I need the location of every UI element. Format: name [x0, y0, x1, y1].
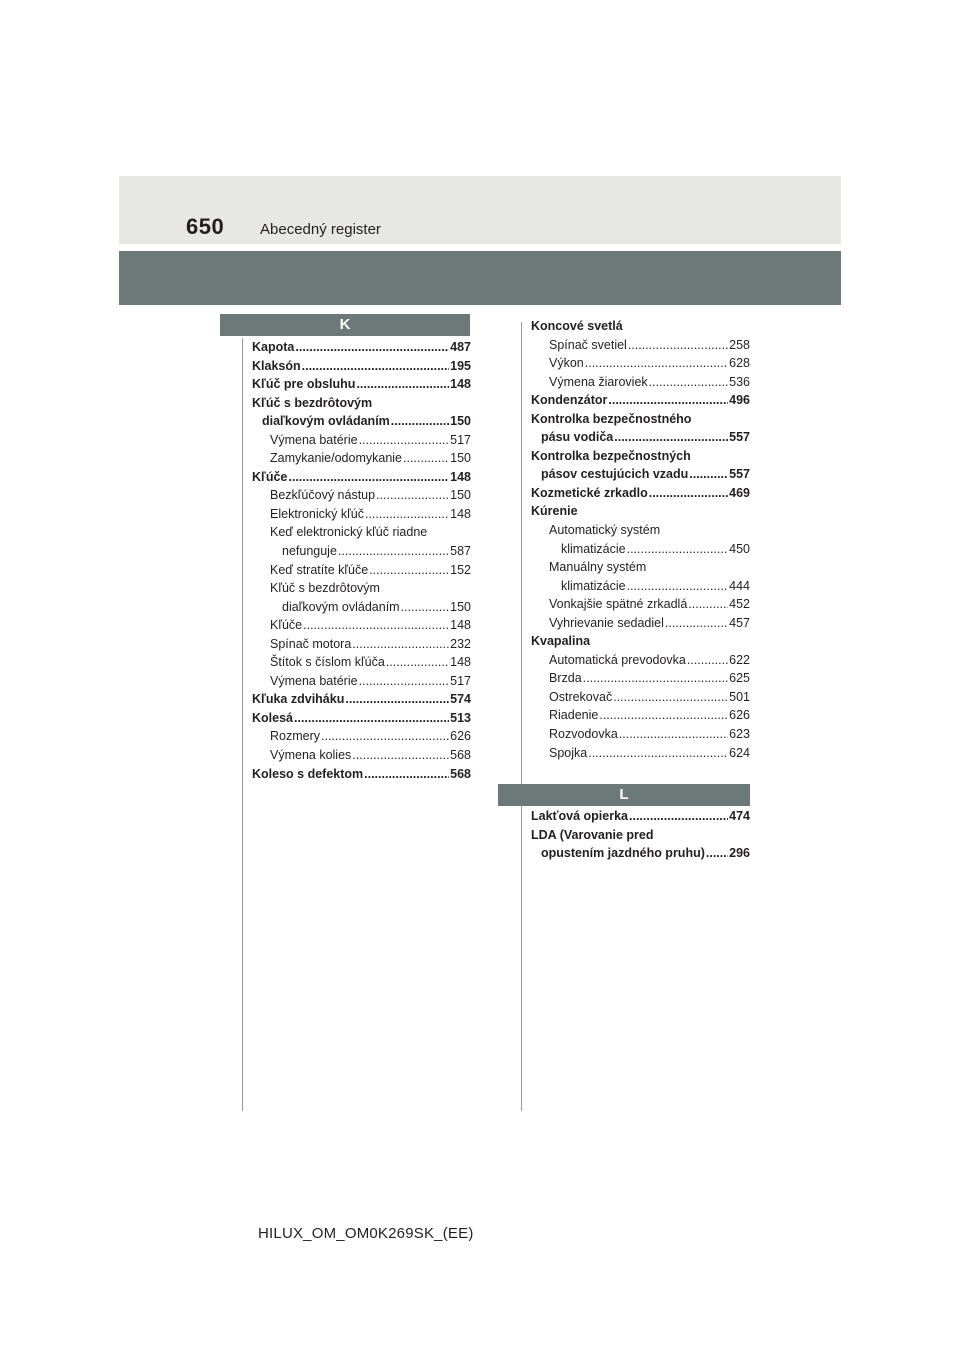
- index-subentry-rozvodovka[interactable]: Rozvodovka ..... 623: [531, 725, 750, 744]
- section-band: [119, 251, 841, 305]
- index-entry-kozmeticke-zrkadlo[interactable]: Kozmetické zrkadlo ..... 469: [531, 484, 750, 503]
- footer-document-code: HILUX_OM_OM0K269SK_(EE): [258, 1225, 474, 1242]
- letter-heading-k: K: [220, 314, 470, 336]
- section-title: Abecedný register: [260, 221, 381, 238]
- index-subentry-vykon[interactable]: Výkon ..... 628: [531, 354, 750, 373]
- index-subentry-rozmery[interactable]: Rozmery ..... 626: [252, 727, 471, 746]
- index-subentry-kluc-bezdrot[interactable]: diaľkovým ovládaním ..... 150: [252, 598, 471, 617]
- index-column-1: [252, 338, 471, 783]
- index-entry-lda[interactable]: opustením jazdného pruhu) ..... 296: [531, 844, 750, 863]
- index-entry-kolesa[interactable]: Kolesá ..... 513: [252, 709, 471, 728]
- index-entry-kurenie: Kúrenie: [531, 504, 578, 519]
- index-subentry-brzda[interactable]: Brzda ..... 625: [531, 669, 750, 688]
- index-subentry-ostrekovac[interactable]: Ostrekovač ..... 501: [531, 688, 750, 707]
- index-subentry-spinac-svetiel[interactable]: Spínač svetiel ..... 258: [531, 336, 750, 355]
- index-entry-kontrolka1-line1: Kontrolka bezpečnostného: [531, 411, 692, 426]
- index-subentry-ked-elektr-line1: Keď elektronický kľúč riadne: [270, 525, 428, 540]
- index-subentry-spinac-motora[interactable]: Spínač motora ..... 232: [252, 635, 471, 654]
- index-subentry-vymena-ziaroviek[interactable]: Výmena žiaroviek ..... 536: [531, 373, 750, 392]
- index-subentry-elektronicky[interactable]: Elektronický kľúč ..... 148: [252, 505, 471, 524]
- index-subentry-automaticky-line1: Automatický systém: [549, 523, 661, 538]
- page-number: 650: [186, 214, 225, 239]
- index-subentry-zamykanie[interactable]: Zamykanie/odomykanie ..... 150: [252, 449, 471, 468]
- index-entry-kluc-bezdrot[interactable]: diaľkovým ovládaním ..... 150: [252, 412, 471, 431]
- index-entry-kluce[interactable]: Kľúče ..... 148: [252, 468, 471, 487]
- index-entry-koncove-svetla: Koncové svetlá: [531, 319, 623, 333]
- index-column-2-l: [531, 807, 750, 863]
- index-entry-kontrolka-vzadu[interactable]: pásov cestujúcich vzadu ..... 557: [531, 465, 750, 484]
- column-divider-left: [242, 338, 243, 1111]
- index-subentry-stitok[interactable]: Štítok s číslom kľúča ..... 148: [252, 653, 471, 672]
- header-band: [119, 176, 841, 244]
- index-subentry-bezklucovy[interactable]: Bezkľúčový nástup ..... 150: [252, 486, 471, 505]
- index-subentry-kluce[interactable]: Kľúče ..... 148: [252, 616, 471, 635]
- index-subentry-vonkajsie[interactable]: Vonkajšie spätné zrkadlá ..... 452: [531, 595, 750, 614]
- index-subentry-vyhrievanie[interactable]: Vyhrievanie sedadiel ..... 457: [531, 614, 750, 633]
- index-subentry-vymena-baterie[interactable]: Výmena batérie ..... 517: [252, 431, 471, 450]
- index-subentry-ked-stratite[interactable]: Keď stratíte kľúče ..... 152: [252, 561, 471, 580]
- column-divider-middle: [521, 322, 522, 1111]
- index-subentry-vymena-kolies[interactable]: Výmena kolies ..... 568: [252, 746, 471, 765]
- index-subentry-kluc-bezdrot-line1: Kľúč s bezdrôtovým: [270, 581, 380, 596]
- index-column-2: [531, 317, 750, 762]
- index-subentry-vymena-baterie-2[interactable]: Výmena batérie ..... 517: [252, 672, 471, 691]
- index-subentry-manualny[interactable]: klimatizácie ..... 444: [531, 577, 750, 596]
- index-entry-kapota[interactable]: Kapota ..... 487: [252, 338, 471, 357]
- letter-heading-l: L: [498, 784, 750, 806]
- index-subentry-spojka[interactable]: Spojka ..... 624: [531, 744, 750, 763]
- index-entry-kontrolka-vodica[interactable]: pásu vodiča ..... 557: [531, 428, 750, 447]
- index-subentry-manualny-line1: Manuálny systém: [549, 560, 647, 575]
- index-subentry-ked-elektr[interactable]: nefunguje ..... 587: [252, 542, 471, 561]
- index-entry-kontrolka2-line1: Kontrolka bezpečnostných: [531, 448, 691, 463]
- index-entry-kluc-bezdrot-line1: Kľúč s bezdrôtovým: [252, 395, 373, 410]
- index-entry-kvapalina: Kvapalina: [531, 634, 591, 649]
- index-entry-kluka-zdvihaku[interactable]: Kľuka zdviháku ..... 574: [252, 690, 471, 709]
- index-entry-koleso-s-defektom[interactable]: Koleso s defektom ..... 568: [252, 765, 471, 784]
- index-subentry-automaticky[interactable]: klimatizácie ..... 450: [531, 540, 750, 559]
- index-entry-kluc-pre-obsluhu[interactable]: Kľúč pre obsluhu ..... 148: [252, 375, 471, 394]
- index-subentry-riadenie[interactable]: Riadenie ..... 626: [531, 706, 750, 725]
- index-entry-lda-line1: LDA (Varovanie pred: [531, 827, 654, 842]
- index-entry-kondenzator[interactable]: Kondenzátor ..... 496: [531, 391, 750, 410]
- index-subentry-automaticka-prevodovka[interactable]: Automatická prevodovka ..... 622: [531, 651, 750, 670]
- index-entry-klakson[interactable]: Klaksón ..... 195: [252, 357, 471, 376]
- index-entry-laktova-opierka[interactable]: Lakťová opierka ..... 474: [531, 807, 750, 826]
